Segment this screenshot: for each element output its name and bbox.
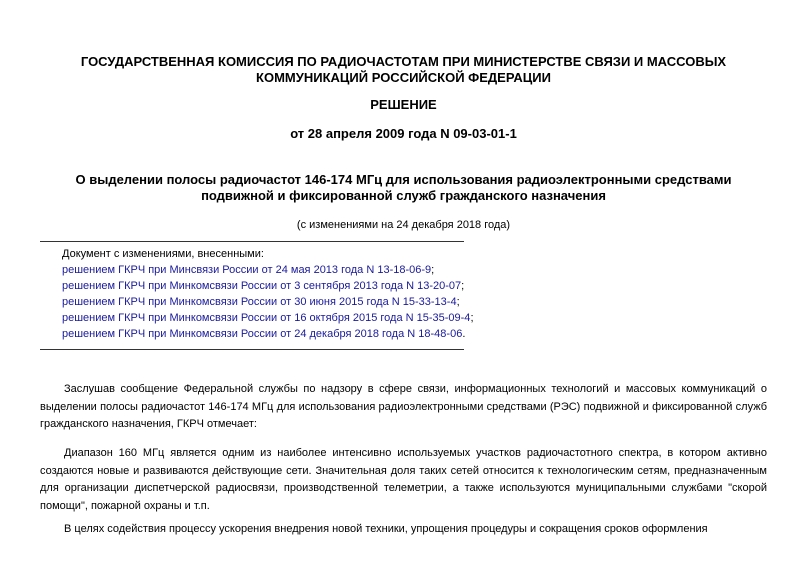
body-paragraph: Диапазон 160 МГц является одним из наиболее интенсивно используемых участков радиочастотного спектра, в котором активно создаются новые и развиваются действующие сети. Значительная доля таких сетей относится к технологическим сетям, предназначенным для организации диспетчерской радиосвязи, производственной телеметрии, а также используются муниципальными службами "скорой помощи", пожарной охраны и т.п.: [40, 447, 767, 512]
body-paragraph: В целях содействия процессу ускорения внедрения новой техники, упрощения процедуры и сокращения сроков оформления: [64, 523, 708, 535]
amendment-link-4[interactable]: решением ГКРЧ при Минкомсвязи России от 16 октября 2015 года N 15-35-09-4;: [62, 312, 474, 324]
amendment-link-2[interactable]: решением ГКРЧ при Минкомсвязи России от 3 сентября 2013 года N 13-20-07;: [62, 280, 465, 292]
changes-block: [62, 246, 474, 342]
amendment-note: (с изменениями на 24 декабря 2018 года): [296, 219, 511, 231]
changes-label: Документ с изменениями, внесенными:: [62, 248, 264, 260]
divider-bottom: [40, 349, 464, 350]
issuing-authority: ГОСУДАРСТВЕННАЯ КОМИССИЯ ПО РАДИОЧАСТОТАМ ПРИ МИНИСТЕРСТВЕ СВЯЗИ И МАССОВЫХ КОММУНИКАЦИЙ РОССИЙСКОЙ ФЕДЕРАЦИИ: [80, 54, 727, 85]
document-date-number: от 28 апреля 2009 года N 09-03-01-1: [290, 126, 517, 141]
document-subject: О выделении полосы радиочастот 146-174 МГц для использования радиоэлектронными средствами подвижной и фиксированной служб гражданского назначения: [75, 172, 732, 203]
divider-top: [40, 241, 464, 242]
body-paragraph: Заслушав сообщение Федеральной службы по надзору в сфере связи, информационных технологий и массовых коммуникаций о выделении полосы радиочастот 146-174 МГц для использования радиоэлектронными средствами (РЭС) подвижной и фиксированной служб гражданского назначения, ГКРЧ отмечает:: [40, 383, 767, 430]
document-type: РЕШЕНИЕ: [370, 97, 437, 112]
amendment-link-5[interactable]: решением ГКРЧ при Минкомсвязи России от 24 декабря 2018 года N 18-48-06.: [62, 328, 466, 340]
amendment-link-3[interactable]: решением ГКРЧ при Минкомсвязи России от 30 июня 2015 года N 15-33-13-4;: [62, 296, 460, 308]
amendment-link-1[interactable]: решением ГКРЧ при Минсвязи России от 24 мая 2013 года N 13-18-06-9;: [62, 264, 435, 276]
